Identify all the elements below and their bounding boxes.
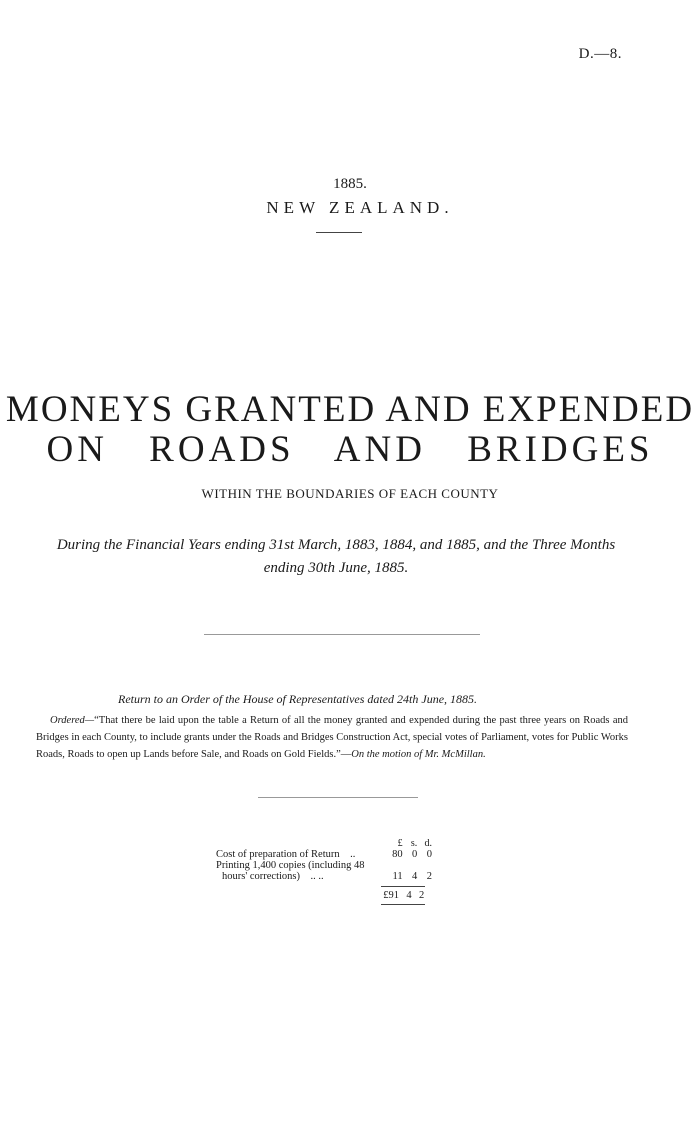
- publication-year: 1885.: [333, 176, 367, 192]
- cost-total: [381, 890, 425, 901]
- cost-row: [216, 871, 432, 882]
- page-reference: D.—8.: [578, 46, 622, 62]
- divider-rule: [204, 634, 480, 635]
- total-pence: 2: [419, 890, 425, 901]
- cost-pence: 0: [426, 849, 432, 860]
- return-note: Return to an Order of the House of Representatives dated 24th June, 1885.: [118, 692, 478, 706]
- country-heading: NEW ZEALAND.: [266, 198, 454, 217]
- main-title-line-1: MONEYS GRANTED AND EXPENDED: [5, 389, 695, 430]
- total-pounds: £91: [383, 890, 399, 901]
- divider-rule: [316, 232, 362, 233]
- order-text: “That there be laid upon the table a Return of all the money granted and expended during the past three years on Roads and Bridges in each County, to include grants under the Roads and Bridges Construction Act, special votes of Parliament, votes for Public Works Roads, Roads to open up Lands before Sale, and Roads on Gold Fields.”—: [36, 715, 628, 760]
- leader-dots: ..: [350, 849, 356, 860]
- total-rule: [381, 886, 425, 887]
- order-paragraph: [36, 712, 628, 763]
- subtitle: WITHIN THE BOUNDARIES OF EACH COUNTY: [201, 486, 499, 501]
- shillings-header: s.: [410, 838, 418, 849]
- pence-header: d.: [424, 838, 432, 849]
- cost-shillings: 4: [412, 871, 418, 882]
- cost-label: hours' corrections): [222, 871, 300, 882]
- cost-row: [216, 860, 432, 871]
- cost-shillings: 0: [412, 849, 418, 860]
- leader-dots: .. ..: [310, 871, 324, 882]
- order-lead: Ordered—: [50, 715, 95, 726]
- pounds-header: £: [397, 838, 403, 849]
- cost-row: [216, 849, 432, 860]
- cost-label: Printing 1,400 copies (including 48: [216, 860, 365, 871]
- period-statement: During the Financial Years ending 31st March, 1883, 1884, and 1885, and the Three Months ending 30th June, 1885.: [56, 537, 616, 576]
- cost-table: [216, 838, 432, 882]
- divider-rule: [258, 797, 418, 798]
- total-double-rule: [381, 904, 425, 905]
- cost-pence: 2: [426, 871, 432, 882]
- cost-label: Cost of preparation of Return: [216, 849, 340, 860]
- total-shillings: 4: [406, 890, 412, 901]
- cost-header-row: [216, 838, 432, 849]
- main-title-line-2: ON ROADS AND BRIDGES: [46, 429, 654, 470]
- cost-pounds: 80: [392, 849, 403, 860]
- order-motion: On the motion of Mr. McMillan.: [351, 749, 486, 760]
- cost-pounds: 11: [392, 871, 403, 882]
